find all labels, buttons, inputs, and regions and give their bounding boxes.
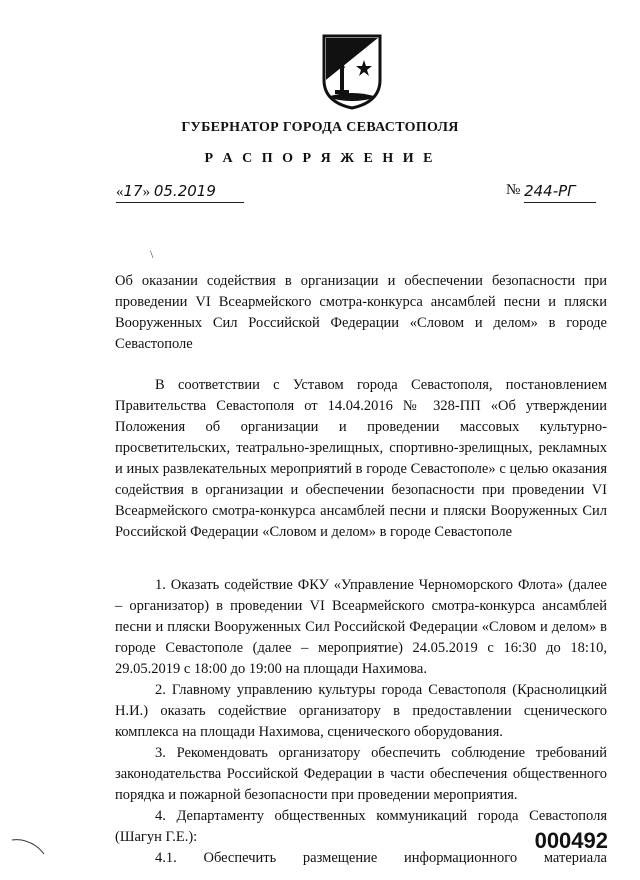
stray-mark: \ xyxy=(150,247,154,261)
date-open-quote: « xyxy=(116,184,124,200)
number-prefix: № xyxy=(506,182,521,198)
document-subject: Об оказании содействия в организации и обеспечении безопасности при проведении VI Всеармейского смотра-конкурса ансамблей песни и пляски Вооруженных Сил Российской Федерации «Словом и делом» в городе Севастополе xyxy=(115,273,607,352)
document-date xyxy=(116,182,244,203)
item-1: 1. Оказать содействие ФКУ «Управление Черноморского Флота» (далее – организатор) в проведении VI Всеармейского смотра-конкурса ансамблей песни и пляски Вооруженных Сил Российской Федерации «Словом и делом» в городе Севастополе (далее – мероприятие) 24.05.2019 с 16:30 до 18:10, 29.05.2019 с 18:00 до 19:00 на площади Нахимова. xyxy=(115,577,607,677)
scan-artifact-mark xyxy=(10,836,46,856)
document-preamble: В соответствии с Уставом города Севастополя, постановлением Правительства Севастополя от 14.04.2016 № 328-ПП «Об утверждении Положения об организации и проведении массовых культурно-просветительских, театрально-зрелищных, спортивно-зрелищных, рекламных и иных развлекательных мероприятий в городе Севастополе» с целью оказания содействия в организации и обеспечении безопасности при проведении VI Всеармейского смотра-конкурса ансамблей песни и пляски Вооруженных Сил Российской Федерации «Словом и делом» в городе Севастополе xyxy=(115,377,607,540)
item-3: 3. Рекомендовать организатору обеспечить соблюдение требований законодательства Российской Федерации в части обеспечения общественного порядка и пожарной безопасности при проведении мероприятия. xyxy=(115,745,607,803)
document-type-title: Р А С П О Р Я Ж Е Н И Е xyxy=(204,151,436,166)
sevastopol-coat-of-arms-icon xyxy=(320,30,384,110)
serial-number: 000492 xyxy=(534,828,608,853)
date-month-year: 05.2019 xyxy=(153,182,216,200)
document-number xyxy=(506,182,606,202)
issuing-authority: ГУБЕРНАТОР ГОРОДА СЕВАСТОПОЛЯ xyxy=(181,120,459,135)
date-day: 17 xyxy=(123,182,143,200)
operative-items xyxy=(115,575,607,869)
item-2: 2. Главному управлению культуры города Севастополя (Краснолицкий Н.И.) оказать содействие организатору в предоставлении сценического комплекса на площади Нахимова, сценического оборудования. xyxy=(115,682,607,740)
item-4: 4. Департаменту общественных коммуникаций города Севастополя (Шагун Г.Е.): xyxy=(115,808,607,845)
number-value: 244-РГ xyxy=(524,182,596,203)
item-4-1: 4.1. Обеспечить размещение информационного материала xyxy=(155,850,607,866)
date-close-quote: » xyxy=(142,184,151,200)
